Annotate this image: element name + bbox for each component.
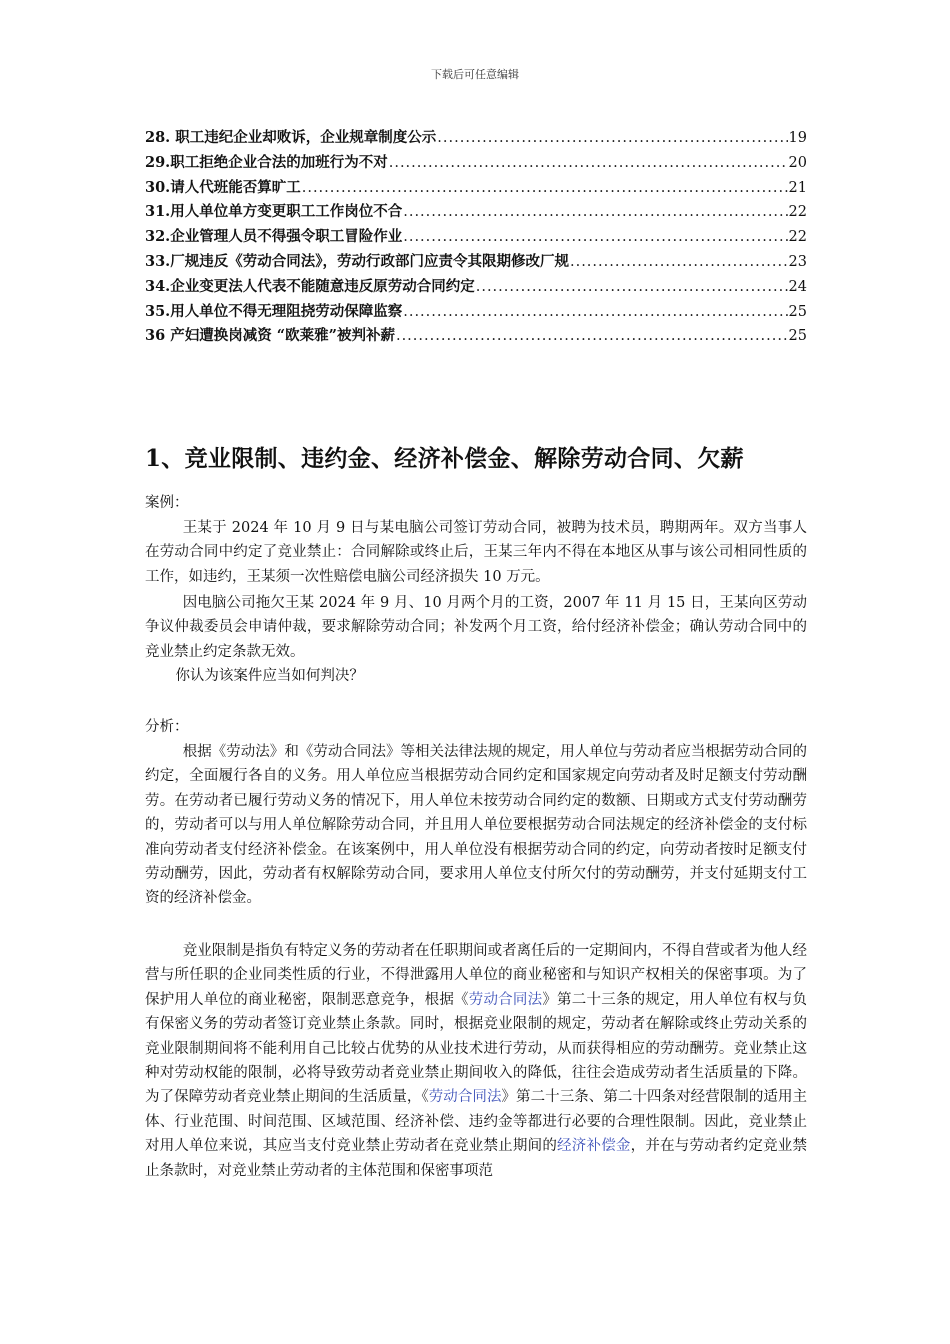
toc-leader-dots (570, 254, 788, 270)
toc-entry-page: 20 (788, 154, 807, 171)
labor-contract-law-link[interactable]: 劳动合同法 (428, 1089, 502, 1106)
toc-entry-page: 25 (788, 328, 807, 345)
toc-entry-title: 30.请人代班能否算旷工 (145, 178, 301, 196)
section-heading: 1、竞业限制、违约金、经济补偿金、解除劳动合同、欠薪 (145, 445, 744, 472)
analysis-text: 竞业限制是指负有特定义务的劳动者在任职期间或者离任后的一定期间内，不得自营或者为他人经营与所任职的企业同类性质的行业，不得泄露用人单位的商业秘密和与知识产权相关的保密事项。为了保护用人单位的商业秘密，限制恶意竞争，根据《 (145, 943, 807, 1008)
toc-leader-dots (437, 130, 787, 146)
toc-entry-29[interactable] (145, 151, 807, 176)
toc-entry-title: 32.企业管理人员不得强令职工冒险作业 (145, 228, 403, 246)
toc-entry-page: 23 (788, 253, 807, 270)
analysis-paragraph-2 (145, 939, 807, 1183)
toc-entry-33[interactable] (145, 250, 807, 275)
toc-entry-page: 22 (788, 204, 807, 221)
toc-entry-title: 36 产妇遭换岗减资 “欧莱雅”被判补薪 (145, 327, 395, 345)
analysis-text: ，并在与劳动者约定竞业禁止条款时，对竞业禁止劳动者的主体范围和保密事项范 (145, 1138, 808, 1179)
analysis-text: 》第二十三条、第二十四条对经营限制的适用主体、行业范围、时间范围、区域范围、经济补偿、违约金等都进行必要的合理性限制。因此，竞业禁止对用人单位来说，其应当支付竞业禁止劳动者在竞业禁止期间的 (145, 1089, 807, 1155)
toc-leader-dots (302, 180, 788, 196)
toc-leader-dots (403, 204, 787, 220)
toc-entry-34[interactable] (145, 275, 807, 300)
toc-leader-dots (396, 328, 788, 344)
toc-entry-title: 34.企业变更法人代表不能随意违反原劳动合同约定 (145, 277, 475, 295)
toc-entry-title: 29.职工拒绝企业合法的加班行为不对 (145, 153, 388, 171)
toc-entry-28[interactable] (145, 126, 807, 151)
toc-entry-page: 25 (788, 303, 807, 320)
toc-entry-30[interactable] (145, 176, 807, 201)
toc-entry-32[interactable] (145, 225, 807, 250)
case-question: 你认为该案件应当如何判决？ (175, 668, 364, 684)
analysis-text: 》第二十三条的规定，用人单位有权与负有保密义务的劳动者签订竞业禁止条款。同时，根据竞业限制的规定，劳动者在解除或终止劳动关系的竞业限制期间将不能利用自己比较占优势的从业技术进行劳动，从而获得相应的劳动酬劳。竞业禁止这种对劳动权能的限制，必将导致劳动者竞业禁止期间收入的降低，往往会造成劳动者生活质量的下降。为了保障劳动者竞业禁止期间的生活质量，《 (145, 991, 808, 1106)
labor-contract-law-link[interactable]: 劳动合同法 (468, 991, 543, 1008)
toc-entry-page: 21 (788, 179, 807, 196)
analysis-label: 分析： (145, 719, 189, 735)
table-of-contents (145, 126, 807, 349)
toc-entry-35[interactable] (145, 300, 807, 325)
toc-entry-title: 28. 职工违纪企业却败诉，企业规章制度公示 (145, 129, 437, 146)
toc-leader-dots (476, 279, 788, 295)
case-paragraph-2: 因电脑公司拖欠王某 2024 年 9 月、10 月两个月的工资，2007 年 11 月 15 日，王某向区劳动争议仲裁委员会申请仲裁，要求解除劳动合同；补发两个月工资，给付经济补偿金；确认劳动合同中的竞业禁止约定条款无效。 (145, 595, 807, 660)
economic-compensation-link[interactable]: 经济补偿金 (557, 1138, 631, 1155)
toc-entry-36[interactable] (145, 324, 807, 349)
toc-entry-page: 24 (788, 278, 807, 295)
toc-entry-title: 31.用人单位单方变更职工工作岗位不合 (145, 203, 403, 221)
toc-entry-page: 22 (788, 229, 807, 246)
toc-leader-dots (389, 155, 788, 171)
case-label: 案例： (145, 495, 189, 511)
toc-entry-31[interactable] (145, 200, 807, 225)
toc-entry-title: 35.用人单位不得无理阻挠劳动保障监察 (145, 302, 403, 320)
toc-entry-title: 33.厂规违反《劳动合同法》，劳动行政部门应责令其限期修改厂规 (145, 252, 569, 270)
analysis-paragraph-1: 根据《劳动法》和《劳动合同法》等相关法律法规的规定，用人单位与劳动者应当根据劳动合同的约定，全面履行各自的义务。用人单位应当根据劳动合同约定和国家规定向劳动者及时足额支付劳动酬劳。在劳动者已履行劳动义务的情况下，用人单位未按劳动合同约定的数额、日期或方式支付劳动酬劳的，劳动者可以与用人单位解除劳动合同，并且用人单位要根据劳动合同法规定的经济补偿金的支付标准向劳动者支付经济补偿金。在该案例中，用人单位没有根据劳动合同的约定，向劳动者按时足额支付劳动酬劳，因此，劳动者有权解除劳动合同，要求用人单位支付所欠付的劳动酬劳，并支付延期支付工资的经济补偿金。 (145, 744, 807, 907)
page-header: 下载后可任意编辑 (431, 68, 519, 81)
toc-leader-dots (403, 304, 787, 320)
case-paragraph-1: 王某于 2024 年 10 月 9 日与某电脑公司签订劳动合同，被聘为技术员，聘期两年。双方当事人在劳动合同中约定了竞业禁止：合同解除或终止后，王某三年内不得在本地区从事与该公司相同性质的工作，如违约，王某须一次性赔偿电脑公司经济损失 10 万元。 (145, 520, 807, 585)
toc-entry-page: 19 (788, 130, 807, 146)
toc-leader-dots (403, 229, 787, 245)
